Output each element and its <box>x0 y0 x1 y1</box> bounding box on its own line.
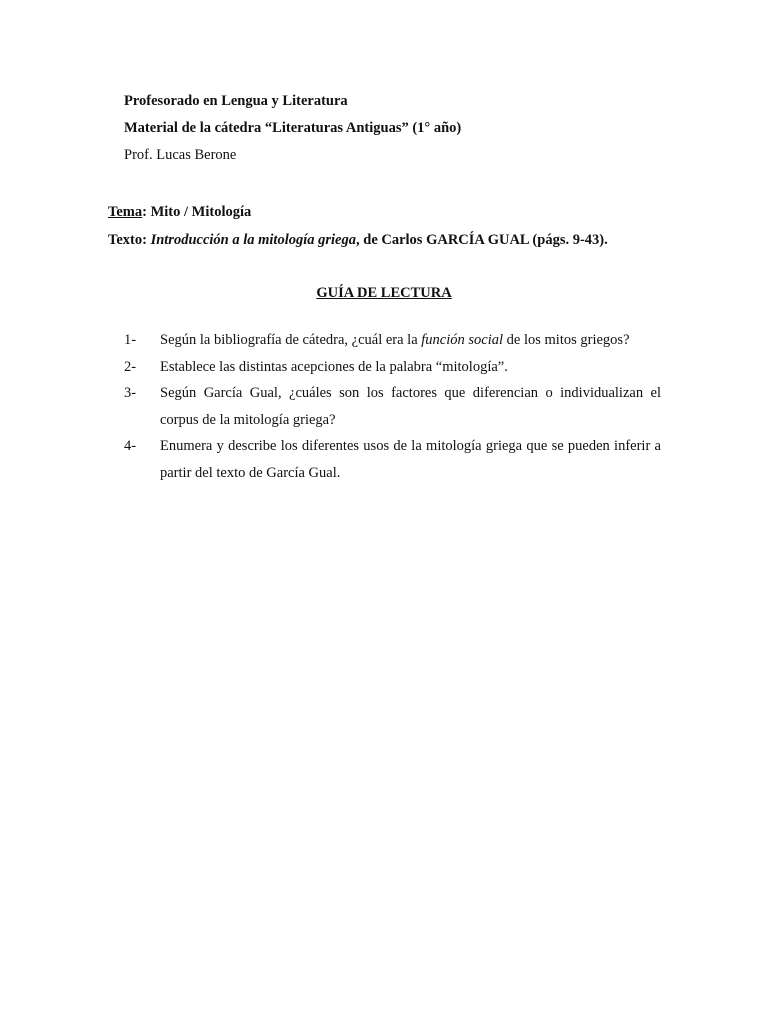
question-number: 4- <box>124 438 137 454</box>
question-text: Según García Gual, ¿cuáles son los factores que diferencian o individualizan el corpus de la mitología griega? <box>160 385 661 428</box>
question-emphasis: función social <box>421 332 504 348</box>
question-item <box>124 354 661 381</box>
topic-colon: : <box>142 204 151 220</box>
professor-name: Prof. Lucas Berone <box>124 147 237 163</box>
question-text <box>160 327 661 354</box>
program-title: Profesorado en Lengua y Literatura <box>124 93 348 109</box>
text-reference-title: Introducción a la mitología griega <box>150 232 356 248</box>
course-title: Material de la cátedra “Literaturas Antiguas” (1° año) <box>124 120 462 136</box>
question-number: 1- <box>124 332 137 348</box>
question-text: Establece las distintas acepciones de la palabra “mitología”. <box>160 358 508 375</box>
question-list <box>124 327 661 486</box>
question-item <box>124 433 661 486</box>
question-number: 3- <box>124 385 137 401</box>
question-text-part: de los mitos griegos? <box>503 332 630 348</box>
question-text: Enumera y describe los diferentes usos de la mitología griega que se pueden inferir a partir del texto de García Gual. <box>160 438 661 481</box>
text-reference-line <box>108 231 608 249</box>
question-item <box>124 327 661 354</box>
question-item <box>124 380 661 433</box>
guide-title: GUÍA DE LECTURA <box>316 285 452 301</box>
question-number: 2- <box>124 358 137 375</box>
text-reference-rest: , de Carlos GARCÍA GUAL (págs. 9-43). <box>356 232 608 248</box>
question-text-part: Según la bibliografía de cátedra, ¿cuál era la <box>160 332 422 348</box>
topic-label: Tema <box>108 204 143 220</box>
topic-line <box>108 203 251 221</box>
text-reference-label: Texto: <box>108 232 151 248</box>
topic-value: Mito / Mitología <box>150 204 252 220</box>
